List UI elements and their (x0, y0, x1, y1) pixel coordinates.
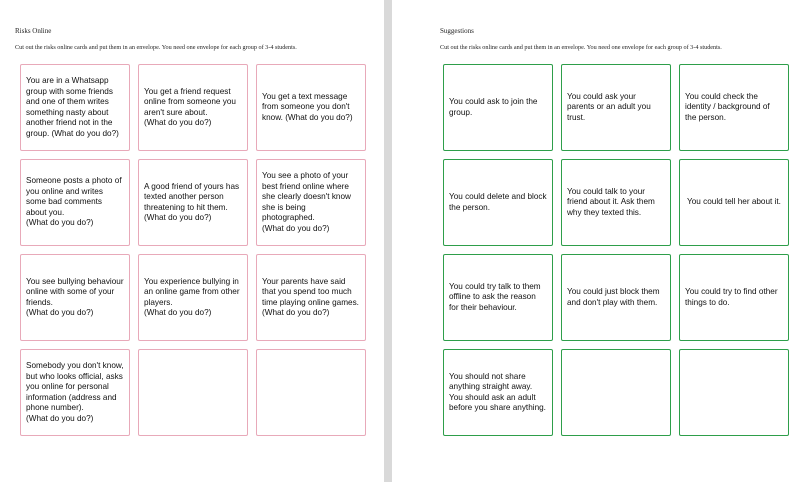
suggestion-card: You could check the identity / background of the person. (679, 64, 789, 151)
risk-card: You get a text message from someone you don't know. (What do you do?) (256, 64, 366, 151)
suggestion-card: You should not share anything straight away. You should ask an adult before you share anything. (443, 349, 553, 436)
suggestion-card: You could try to find other things to do. (679, 254, 789, 341)
risk-card: Someone posts a photo of you online and writes some bad comments about you. (What do you do?) (20, 159, 130, 246)
risk-card-blank (256, 349, 366, 436)
risk-card: You see bullying behaviour online with some of your friends. (What do you do?) (20, 254, 130, 341)
risk-card: Your parents have said that you spend too much time playing online games. (What do you do?) (256, 254, 366, 341)
risk-card: You experience bullying in an online game from other players. (What do you do?) (138, 254, 248, 341)
risk-card: A good friend of yours has texted another person threatening to hit them. (What do you do?) (138, 159, 248, 246)
risk-cards-grid (20, 64, 366, 436)
suggestion-card: You could talk to your friend about it. Ask them why they texted this. (561, 159, 671, 246)
instructions-text: Cut out the risks online cards and put them in an envelope. You need one envelope for each group of 3-4 students. (440, 44, 722, 51)
suggestion-card: You could delete and block the person. (443, 159, 553, 246)
risk-card: You get a friend request online from someone you aren't sure about. (What do you do?) (138, 64, 248, 151)
suggestion-card-blank (561, 349, 671, 436)
suggestion-card: You could ask to join the group. (443, 64, 553, 151)
suggestion-card: You could just block them and don't play with them. (561, 254, 671, 341)
page-gutter (384, 0, 392, 482)
suggestion-card: You could ask your parents or an adult you trust. (561, 64, 671, 151)
suggestions-page (392, 0, 800, 482)
page-title: Suggestions (440, 27, 474, 35)
suggestion-card: You could try talk to them offline to ask the reason for their behaviour. (443, 254, 553, 341)
page-title: Risks Online (15, 27, 52, 35)
risk-card-blank (138, 349, 248, 436)
suggestion-card-blank (679, 349, 789, 436)
instructions-text: Cut out the risks online cards and put them in an envelope. You need one envelope for each group of 3-4 students. (15, 44, 297, 51)
risk-card: You see a photo of your best friend online where she clearly doesn't know she is being photographed. (What do you do?) (256, 159, 366, 246)
suggestion-card: You could tell her about it. (679, 159, 789, 246)
risks-online-page (0, 0, 384, 482)
risk-card: Somebody you don't know, but who looks official, asks you online for personal information (address and phone number). (What do you do?) (20, 349, 130, 436)
suggestion-cards-grid (443, 64, 789, 436)
risk-card: You are in a Whatsapp group with some friends and one of them writes something nasty about another friend not in the group. (What do you do?) (20, 64, 130, 151)
